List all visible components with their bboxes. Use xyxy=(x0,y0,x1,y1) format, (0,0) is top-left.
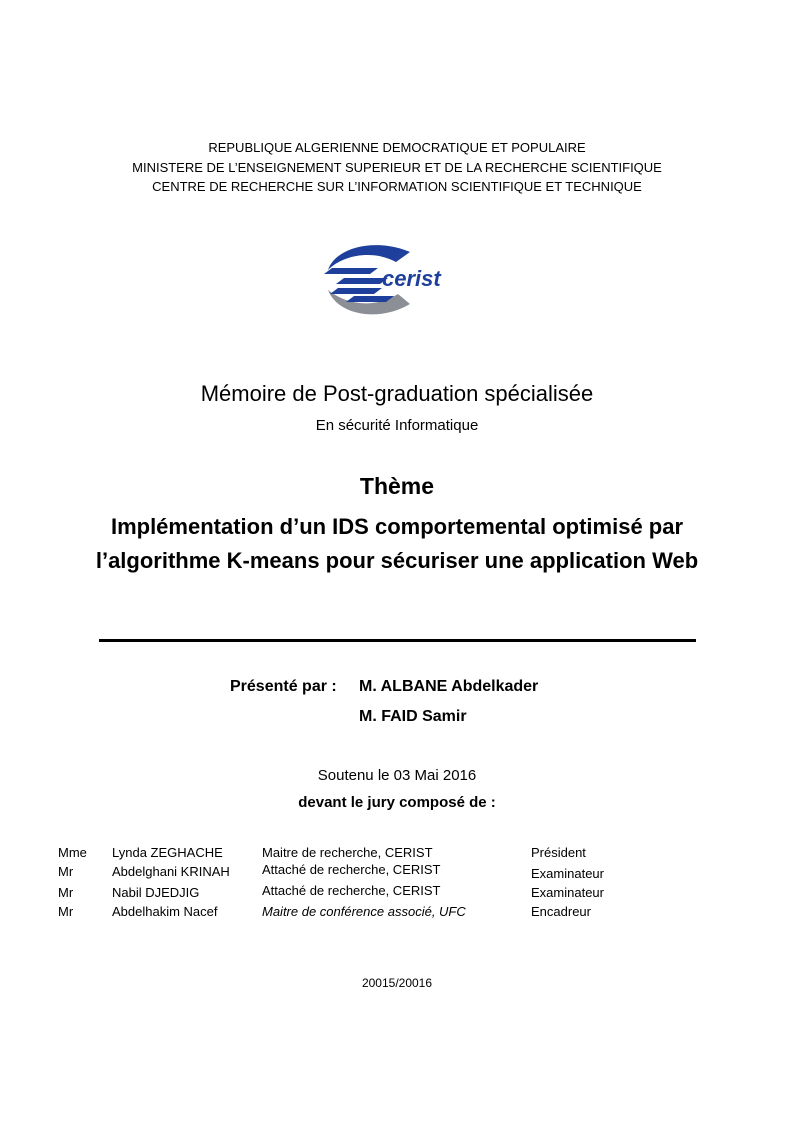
defense-date: Soutenu le 03 Mai 2016 xyxy=(317,767,477,784)
jury-affiliation: Attaché de recherche, CERIST xyxy=(262,862,441,877)
jury-name: Nabil DJEDJIG xyxy=(112,885,200,900)
jury-table xyxy=(0,843,794,933)
jury-title: Mr xyxy=(58,864,74,879)
jury-affiliation: Maitre de recherche, CERIST xyxy=(262,845,433,860)
jury-name: Lynda ZEGHACHE xyxy=(112,845,223,860)
header-centre: CENTRE DE RECHERCHE SUR L’INFORMATION SCIENTIFIQUE ET TECHNIQUE xyxy=(152,179,642,194)
jury-title: Mme xyxy=(58,845,87,860)
memoire-subtitle: En sécurité Informatique xyxy=(315,417,479,434)
jury-title: Mr xyxy=(58,885,74,900)
svg-text:cerist: cerist xyxy=(382,266,441,291)
jury-role: Examinateur xyxy=(531,866,604,881)
jury-affiliation: Maitre de conférence associé, UFC xyxy=(262,904,466,919)
jury-row xyxy=(0,862,794,882)
header-ministere: MINISTERE DE L’ENSEIGNEMENT SUPERIEUR ET DE LA RECHERCHE SCIENTIFIQUE xyxy=(132,160,662,175)
presented-by-label: Présenté par : xyxy=(230,678,337,695)
memoire-title: Mémoire de Post-graduation spécialisée xyxy=(200,381,594,406)
jury-intro: devant le jury composé de : xyxy=(298,794,496,811)
jury-name: Abdelhakim Nacef xyxy=(112,904,218,919)
jury-row xyxy=(0,883,794,903)
jury-role: Encadreur xyxy=(531,904,591,919)
theme-label: Thème xyxy=(359,473,435,499)
jury-affiliation: Attaché de recherche, CERIST xyxy=(262,883,441,898)
jury-row xyxy=(0,902,794,922)
jury-title: Mr xyxy=(58,904,74,919)
horizontal-rule xyxy=(99,639,696,642)
author-1: M. ALBANE Abdelkader xyxy=(359,678,539,695)
jury-name: Abdelghani KRINAH xyxy=(112,864,230,879)
theme-title-line-1: Implémentation d’un IDS comportemental optimisé par xyxy=(110,514,684,539)
theme-title-line-2: l’algorithme K-means pour sécuriser une application Web xyxy=(95,548,699,573)
academic-year: 20015/20016 xyxy=(361,976,433,990)
header-republique: REPUBLIQUE ALGERIENNE DEMOCRATIQUE ET POPULAIRE xyxy=(208,140,586,155)
jury-role: Président xyxy=(531,845,586,860)
author-2: M. FAID Samir xyxy=(359,708,467,725)
cerist-logo xyxy=(318,236,480,322)
jury-role: Examinateur xyxy=(531,885,604,900)
theme-title xyxy=(0,510,794,578)
